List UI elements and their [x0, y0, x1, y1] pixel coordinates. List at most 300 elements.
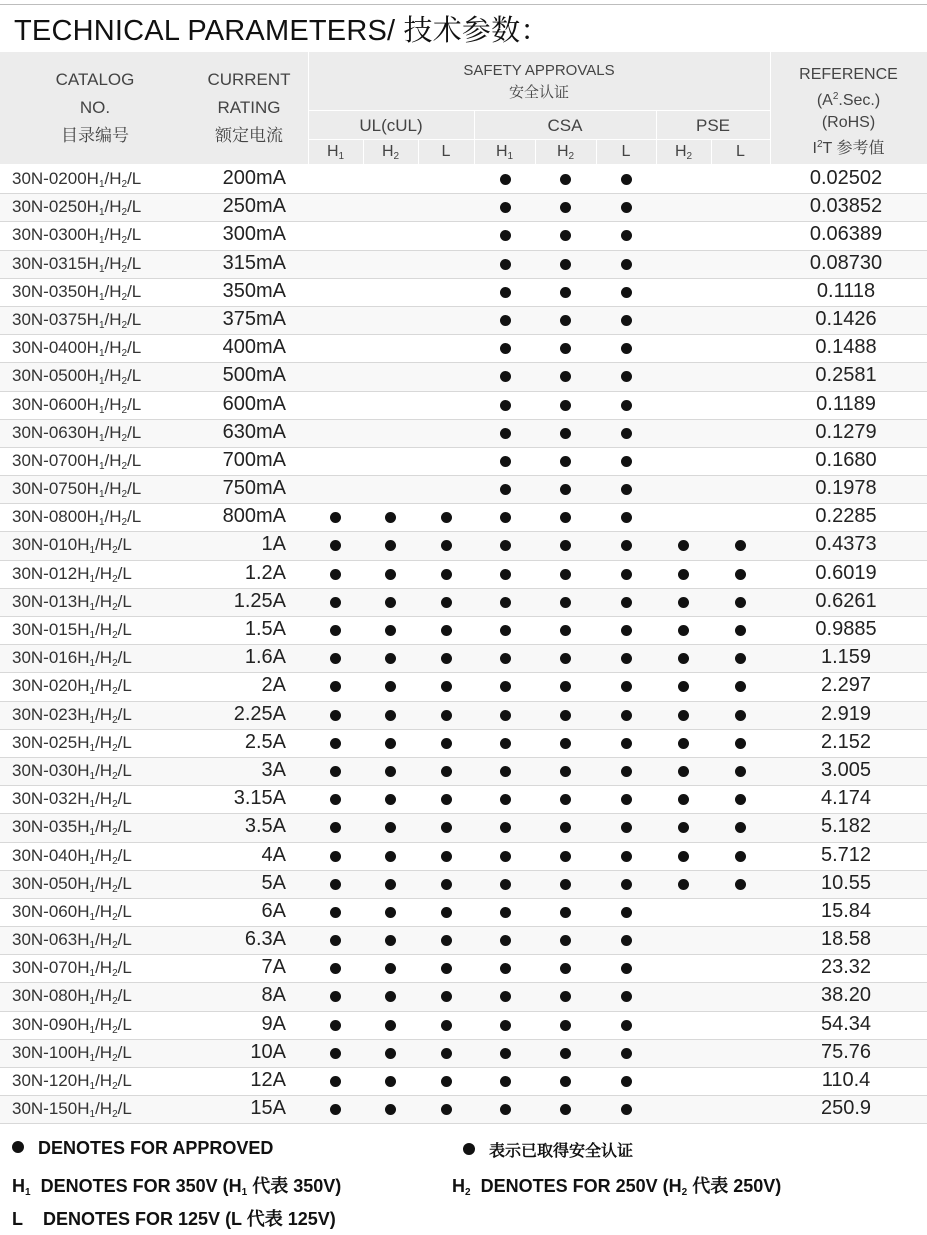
approval-dot-icon — [500, 287, 511, 298]
approval-dot-icon — [735, 710, 746, 721]
legend-approved-en: DENOTES FOR APPROVED — [38, 1138, 274, 1158]
current-rating: 2.5A — [244, 730, 286, 753]
table-row — [0, 420, 927, 448]
approval-dot-icon — [621, 484, 632, 495]
approval-dot-icon — [560, 343, 571, 354]
header-reference-l3: (RoHS) — [821, 114, 876, 131]
i2t-reference: 75.76 — [820, 1040, 872, 1063]
approval-dot-icon — [441, 738, 452, 749]
approval-dot-icon — [678, 738, 689, 749]
approval-dot-icon — [441, 935, 452, 946]
i2t-reference: 0.1680 — [815, 448, 877, 471]
approval-dot-icon — [678, 851, 689, 862]
approval-dot-icon — [560, 287, 571, 298]
approval-dot-icon — [330, 1076, 341, 1087]
table-row — [0, 730, 927, 758]
catalog-number: $30N-0630H_1/H_2/L$ — [12, 422, 142, 444]
header-safety — [308, 60, 770, 104]
i2t-reference: 1.159 — [820, 646, 872, 669]
current-rating: 750mA — [222, 477, 286, 500]
catalog-number: $30N-040H_1/H_2/L$ — [12, 845, 132, 867]
approval-dot-icon — [560, 259, 571, 270]
table-row — [0, 1096, 927, 1124]
approval-dot-icon — [735, 597, 746, 608]
approval-dot-icon — [678, 879, 689, 890]
legend-bullet-cn-icon — [463, 1143, 475, 1155]
catalog-number: $30N-060H_1/H_2/L$ — [12, 901, 132, 923]
approval-dot-icon — [441, 879, 452, 890]
header-safety-cn: 安全认证 — [508, 84, 569, 101]
table-row — [0, 589, 927, 617]
approval-dot-icon — [621, 822, 632, 833]
approval-dot-icon — [500, 653, 511, 664]
catalog-number: $30N-023H_1/H_2/L$ — [12, 704, 132, 726]
approval-dot-icon — [678, 540, 689, 551]
approval-dot-icon — [500, 907, 511, 918]
approval-dot-icon — [441, 1048, 452, 1059]
page-title: TECHNICAL PARAMETERS/ 技术参数： — [14, 15, 550, 47]
current-rating: 3A — [261, 758, 286, 781]
i2t-reference: 0.4373 — [815, 533, 877, 556]
current-rating: 375mA — [222, 307, 286, 330]
header-current-l3: 额定电流 — [215, 126, 283, 145]
i2t-reference: 0.1488 — [815, 336, 877, 359]
approval-dot-icon — [385, 1076, 396, 1087]
approval-dot-icon — [500, 963, 511, 974]
approval-dot-icon — [678, 710, 689, 721]
approval-dot-icon — [330, 879, 341, 890]
approval-dot-icon — [560, 1076, 571, 1087]
approval-dot-icon — [621, 597, 632, 608]
header-reference-l2: $(A^2.Sec.)$ — [816, 91, 881, 109]
top-rule — [0, 4, 927, 5]
current-rating: 3.5A — [244, 815, 286, 838]
approval-dot-icon — [500, 202, 511, 213]
approval-dot-icon — [621, 794, 632, 805]
table-row — [0, 702, 927, 730]
catalog-number: $30N-035H_1/H_2/L$ — [12, 817, 132, 839]
current-rating: 500mA — [222, 364, 286, 387]
approval-dot-icon — [560, 456, 571, 467]
i2t-reference: 5.182 — [820, 815, 872, 838]
approval-dot-icon — [560, 400, 571, 411]
approval-dot-icon — [621, 343, 632, 354]
approval-dot-icon — [621, 907, 632, 918]
i2t-reference: 0.2581 — [815, 364, 877, 387]
approval-dot-icon — [330, 851, 341, 862]
table-row — [0, 363, 927, 391]
approval-dot-icon — [560, 315, 571, 326]
table-row — [0, 1040, 927, 1068]
i2t-reference: 4.174 — [820, 787, 872, 810]
approval-dot-icon — [500, 935, 511, 946]
table-row — [0, 673, 927, 701]
i2t-reference: 2.919 — [820, 702, 872, 725]
header-sub-3: $H_1$ — [495, 143, 514, 162]
approval-dot-icon — [621, 259, 632, 270]
approval-dot-icon — [621, 935, 632, 946]
i2t-reference: 10.55 — [820, 871, 872, 894]
approval-dot-icon — [385, 540, 396, 551]
catalog-number: $30N-016H_1/H_2/L$ — [12, 648, 132, 670]
approval-dot-icon — [330, 625, 341, 636]
approval-dot-icon — [560, 907, 571, 918]
approval-dot-icon — [560, 991, 571, 1002]
approval-dot-icon — [500, 371, 511, 382]
catalog-number: $30N-030H_1/H_2/L$ — [12, 760, 132, 782]
catalog-number: $30N-0315H_1/H_2/L$ — [12, 253, 142, 275]
current-rating: 1.2A — [244, 561, 286, 584]
approval-dot-icon — [500, 174, 511, 185]
approval-dot-icon — [560, 371, 571, 382]
header-sub-sep — [535, 139, 536, 164]
current-rating: 300mA — [222, 223, 286, 246]
approval-dot-icon — [385, 653, 396, 664]
approval-dot-icon — [441, 822, 452, 833]
table-row — [0, 504, 927, 532]
approval-dot-icon — [621, 512, 632, 523]
approval-dot-icon — [385, 794, 396, 805]
approval-dot-icon — [621, 400, 632, 411]
approval-dot-icon — [441, 653, 452, 664]
approval-dot-icon — [441, 1076, 452, 1087]
approval-dot-icon — [500, 738, 511, 749]
approval-dot-icon — [330, 794, 341, 805]
approval-dot-icon — [500, 766, 511, 777]
approval-dot-icon — [500, 879, 511, 890]
approval-dot-icon — [621, 456, 632, 467]
approval-dot-icon — [500, 456, 511, 467]
table-row — [0, 843, 927, 871]
table-row — [0, 1012, 927, 1040]
approval-dot-icon — [385, 1104, 396, 1115]
approval-dot-icon — [385, 766, 396, 777]
approval-dot-icon — [560, 569, 571, 580]
approval-dot-icon — [735, 569, 746, 580]
header-group-ul: UL(cUL) — [359, 116, 423, 135]
approval-dot-icon — [500, 597, 511, 608]
approval-dot-icon — [621, 766, 632, 777]
i2t-reference: 0.03852 — [809, 195, 883, 218]
i2t-reference: 0.9885 — [815, 618, 877, 640]
table-row — [0, 561, 927, 589]
approval-dot-icon — [385, 512, 396, 523]
approval-dot-icon — [560, 935, 571, 946]
approval-dot-icon — [621, 1076, 632, 1087]
table-row — [0, 532, 927, 560]
approval-dot-icon — [621, 174, 632, 185]
legend-approved-cn: 表示已取得安全认证 — [489, 1143, 634, 1160]
approval-dot-icon — [441, 991, 452, 1002]
table-row — [0, 758, 927, 786]
approval-dot-icon — [735, 879, 746, 890]
current-rating: 12A — [250, 1069, 286, 1091]
header-catalog-l3: 目录编号 — [61, 126, 129, 145]
current-rating: 10A — [250, 1040, 286, 1063]
legend-approved-cn-row — [463, 1138, 633, 1161]
approval-dot-icon — [678, 569, 689, 580]
current-rating: 2.25A — [233, 702, 286, 725]
approval-dot-icon — [621, 991, 632, 1002]
table-row — [0, 927, 927, 955]
header-catalog-l1: CATALOG — [55, 70, 135, 89]
approval-dot-icon — [560, 1020, 571, 1031]
catalog-number: $30N-070H_1/H_2/L$ — [12, 958, 132, 980]
i2t-reference: 0.02502 — [809, 167, 883, 189]
approval-dot-icon — [560, 738, 571, 749]
approval-dot-icon — [441, 597, 452, 608]
table-row — [0, 166, 927, 194]
table-row — [0, 279, 927, 307]
approval-dot-icon — [560, 202, 571, 213]
table-row — [0, 476, 927, 504]
table-row — [0, 448, 927, 476]
approval-dot-icon — [621, 879, 632, 890]
header-sub-sep — [418, 139, 419, 164]
table-row — [0, 222, 927, 250]
i2t-reference: 2.152 — [820, 730, 872, 753]
table-row — [0, 251, 927, 279]
approval-dot-icon — [560, 174, 571, 185]
approval-dot-icon — [621, 1104, 632, 1115]
i2t-reference: 2.297 — [820, 674, 872, 697]
approval-dot-icon — [385, 569, 396, 580]
current-rating: 15A — [250, 1097, 286, 1120]
approval-dot-icon — [441, 540, 452, 551]
current-rating: 7A — [261, 956, 286, 979]
approval-dot-icon — [330, 907, 341, 918]
approval-dot-icon — [441, 710, 452, 721]
i2t-reference: 250.9 — [820, 1097, 872, 1120]
approval-dot-icon — [500, 400, 511, 411]
approval-dot-icon — [330, 766, 341, 777]
header-sub-sep — [596, 139, 597, 164]
approval-dot-icon — [441, 963, 452, 974]
current-rating: 1.6A — [244, 646, 286, 669]
table-row — [0, 392, 927, 420]
catalog-number: $30N-010H_1/H_2/L$ — [12, 535, 132, 557]
header-catalog-l2: NO. — [79, 98, 111, 117]
i2t-reference: 0.1189 — [816, 392, 876, 415]
catalog-number: $30N-080H_1/H_2/L$ — [12, 986, 132, 1008]
approval-dot-icon — [441, 766, 452, 777]
approval-dot-icon — [621, 738, 632, 749]
table-row — [0, 645, 927, 673]
i2t-reference: 0.1118 — [816, 279, 876, 302]
approval-dot-icon — [500, 822, 511, 833]
i2t-reference: 23.32 — [820, 956, 872, 979]
approval-dot-icon — [385, 710, 396, 721]
current-rating: 6A — [261, 899, 286, 922]
catalog-number: $30N-015H_1/H_2/L$ — [12, 620, 132, 641]
header-sub-sep — [363, 139, 364, 164]
approval-dot-icon — [560, 625, 571, 636]
legend-l: L DENOTES FOR 125V (L 代表 125V) — [12, 1209, 336, 1229]
approval-dot-icon — [441, 1020, 452, 1031]
approval-dot-icon — [678, 794, 689, 805]
approval-dot-icon — [500, 794, 511, 805]
approval-dot-icon — [500, 1104, 511, 1115]
approval-dot-icon — [500, 230, 511, 241]
header-sub-5: L — [621, 143, 631, 160]
approval-dot-icon — [330, 991, 341, 1002]
approval-dot-icon — [500, 484, 511, 495]
approval-dot-icon — [560, 484, 571, 495]
approval-dot-icon — [330, 1048, 341, 1059]
current-rating: 9A — [261, 1012, 286, 1035]
current-rating: 600mA — [222, 392, 286, 415]
approval-dot-icon — [621, 428, 632, 439]
approval-dot-icon — [678, 822, 689, 833]
approval-dot-icon — [330, 653, 341, 664]
catalog-number: $30N-013H_1/H_2/L$ — [12, 591, 132, 613]
table-row — [0, 1068, 927, 1096]
approval-dot-icon — [678, 653, 689, 664]
approval-dot-icon — [441, 1104, 452, 1115]
catalog-number: $30N-0800H_1/H_2/L$ — [12, 507, 142, 529]
catalog-number: $30N-063H_1/H_2/L$ — [12, 930, 132, 952]
current-rating: 8A — [261, 984, 286, 1007]
approval-dot-icon — [330, 822, 341, 833]
catalog-number: $30N-100H_1/H_2/L$ — [12, 1042, 132, 1064]
current-rating: 800mA — [222, 505, 286, 528]
approval-dot-icon — [678, 681, 689, 692]
approval-dot-icon — [500, 625, 511, 636]
approval-dot-icon — [735, 794, 746, 805]
approval-dot-icon — [500, 710, 511, 721]
approval-dot-icon — [441, 681, 452, 692]
header-reference-l4: $I^2T$ 参考值 — [812, 139, 885, 157]
approval-dot-icon — [500, 569, 511, 580]
approval-dot-icon — [735, 540, 746, 551]
current-rating: 1.5A — [244, 618, 286, 640]
approval-dot-icon — [500, 315, 511, 326]
current-rating: 400mA — [222, 336, 286, 359]
approval-dot-icon — [330, 681, 341, 692]
approval-dot-icon — [678, 766, 689, 777]
i2t-reference: 0.6261 — [815, 589, 877, 612]
approval-dot-icon — [330, 540, 341, 551]
approval-dot-icon — [330, 569, 341, 580]
header-reference — [770, 64, 927, 160]
approval-dot-icon — [560, 428, 571, 439]
approval-dot-icon — [385, 907, 396, 918]
current-rating: 250mA — [222, 195, 286, 218]
approval-dot-icon — [385, 879, 396, 890]
approval-dot-icon — [330, 738, 341, 749]
header-sep-3 — [474, 110, 475, 164]
table-row — [0, 786, 927, 814]
approval-dot-icon — [441, 569, 452, 580]
approval-dot-icon — [735, 738, 746, 749]
header-group-csa: CSA — [547, 116, 583, 135]
approval-dot-icon — [385, 625, 396, 636]
table-row — [0, 194, 927, 222]
approval-dot-icon — [385, 851, 396, 862]
approval-dot-icon — [500, 1076, 511, 1087]
i2t-reference: 18.58 — [820, 928, 872, 951]
header-current-l1: CURRENT — [207, 70, 291, 89]
approval-dot-icon — [330, 597, 341, 608]
approval-dot-icon — [735, 851, 746, 862]
approval-dot-icon — [330, 1020, 341, 1031]
current-rating: 4A — [261, 843, 286, 866]
approval-dot-icon — [500, 343, 511, 354]
approval-dot-icon — [441, 794, 452, 805]
approval-dot-icon — [385, 681, 396, 692]
table-row — [0, 814, 927, 842]
header-group-pse: PSE — [695, 116, 731, 135]
header-divider-safety — [308, 110, 770, 111]
approval-dot-icon — [385, 991, 396, 1002]
table-body — [0, 166, 927, 1124]
catalog-number: $30N-0250H_1/H_2/L$ — [12, 197, 142, 219]
header-sub-sep — [711, 139, 712, 164]
header-sub-4: $H_2$ — [556, 143, 575, 162]
approval-dot-icon — [621, 653, 632, 664]
header-safety-en: SAFETY APPROVALS — [463, 62, 615, 79]
catalog-number: $30N-012H_1/H_2/L$ — [12, 563, 132, 585]
legend-approved — [12, 1138, 273, 1159]
approval-dot-icon — [621, 1048, 632, 1059]
approval-dot-icon — [385, 1020, 396, 1031]
approval-dot-icon — [560, 512, 571, 523]
approval-dot-icon — [621, 315, 632, 326]
approval-dot-icon — [560, 597, 571, 608]
table-row — [0, 335, 927, 363]
approval-dot-icon — [621, 963, 632, 974]
legend-h1: $H_1$ DENOTES FOR 350V ($H_1$ 代表 350V) — [12, 1176, 342, 1198]
approval-dot-icon — [621, 540, 632, 551]
current-rating: 2A — [261, 674, 286, 697]
current-rating: 700mA — [222, 448, 286, 471]
approval-dot-icon — [330, 512, 341, 523]
approval-dot-icon — [678, 625, 689, 636]
i2t-reference: 110.4 — [821, 1069, 871, 1091]
approval-dot-icon — [560, 1048, 571, 1059]
table-row — [0, 955, 927, 983]
approval-dot-icon — [500, 1020, 511, 1031]
approval-dot-icon — [560, 230, 571, 241]
approval-dot-icon — [385, 963, 396, 974]
approval-dot-icon — [621, 1020, 632, 1031]
catalog-number: $30N-0750H_1/H_2/L$ — [12, 479, 142, 501]
approval-dot-icon — [621, 625, 632, 636]
i2t-reference: 0.1978 — [815, 477, 877, 500]
header-catalog — [0, 66, 190, 150]
approval-dot-icon — [621, 681, 632, 692]
approval-dot-icon — [678, 597, 689, 608]
catalog-number: $30N-0300H_1/H_2/L$ — [12, 225, 142, 247]
i2t-reference: 0.6019 — [815, 561, 877, 584]
header-sep-1 — [308, 52, 309, 164]
table-row — [0, 307, 927, 335]
approval-dot-icon — [385, 597, 396, 608]
current-rating: 6.3A — [244, 928, 286, 951]
header-sub-6: $H_2$ — [674, 143, 693, 162]
header-current-l2: RATING — [217, 98, 281, 117]
catalog-number: $30N-0600H_1/H_2/L$ — [12, 394, 142, 416]
catalog-number: $30N-0500H_1/H_2/L$ — [12, 366, 142, 388]
catalog-number: $30N-0375H_1/H_2/L$ — [12, 309, 142, 331]
approval-dot-icon — [735, 625, 746, 636]
header-reference-l1: REFERENCE — [799, 66, 898, 83]
approval-dot-icon — [385, 822, 396, 833]
approval-dot-icon — [621, 287, 632, 298]
approval-dot-icon — [385, 1048, 396, 1059]
approval-dot-icon — [385, 935, 396, 946]
approval-dot-icon — [621, 710, 632, 721]
